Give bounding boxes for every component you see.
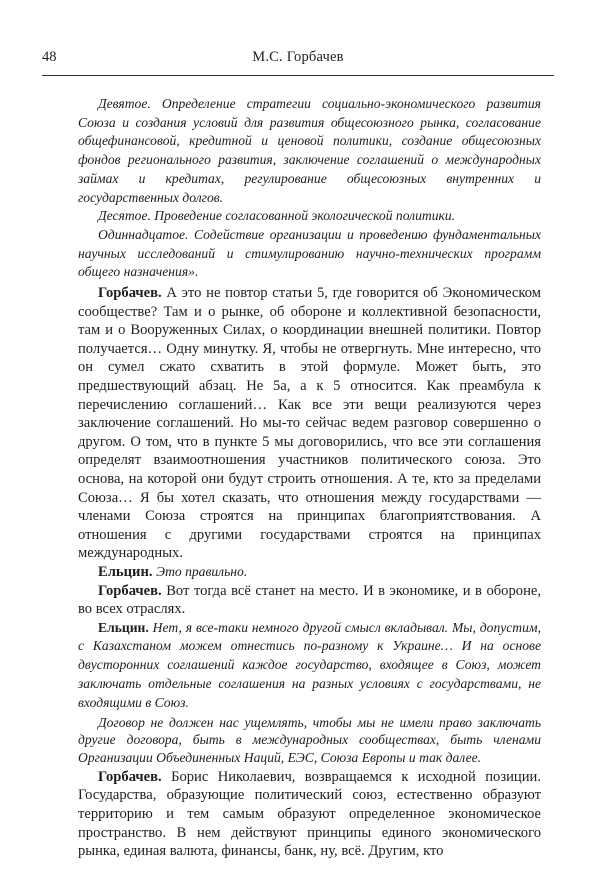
quote-paragraph: Девятое. Определение стратегии социально-экономического развития Союза и создания условий для развития общесоюзного рынка, согласование общефинансовой, кредитной и ценовой политики, создание общесоюзных фондов регионального развития, заключение соглашений о международных займах и кредитах, регулирование общесоюзных внутренних и государственных долгов. <box>78 96 541 205</box>
speech-text: Борис Николаевич, возвращаемся к исходной позиции. Государства, образующие политический союз, естественно образуют территорию и тем самым образуют определенное экономическое пространство. В нем действуют принципы единого экономического рынка, единая валюта, финансы, банк, ну, всё. Другим, кто <box>78 768 541 860</box>
speech-text: А это не повтор статьи 5, где говорится об Экономическом сообществе? Там и о рынке, об обороне и коллективной безопасности, там и о Вооруженных Силах, о координации внешней политики. Повтор получается… Одну минутку. Я, чтобы не отвергнуть. Мне интересно, что он сумел сжато схватить в этой формуле. Может быть, это предшествующий абзац. Не 5а, а к 5 относится. Как преамбула к перечислению соглашений… Как все эти вещи реализуются через заключение соглашений. Но мы-то сейчас ведем разговор совершенно о другом. О том, что в пункте 5 мы договорились, что все эти соглашения определят взаимоотношения участников политического союза. Это основа, на которой они будут строить отношения. А те, кто за пределами Союза… Я бы хотел сказать, что отношения между государствами — членами Союза строятся на принципах благоприятствования. А отношения с другими государствами строятся на принципах международных. <box>78 285 541 562</box>
speech-paragraph <box>78 582 541 619</box>
speech-paragraph <box>78 563 541 582</box>
running-head <box>42 49 554 69</box>
quote-paragraph: Одиннадцатое. Содействие организации и проведению фундаментальных научных исследований и стимулированию научно-технических программ общего назначения». <box>78 226 541 280</box>
running-title: М.С. Горбачев <box>252 49 344 65</box>
speaker-name: Горбачев. <box>98 285 162 302</box>
speech-paragraph <box>78 284 541 563</box>
speech-text: Нет, я все-таки немного другой смысл вкладывал. Мы, допустим, с Казахстаном можем отнестись по-разному к Украине… И на основе двусторонних соглашений каждое государство, входящее в Союз, может заключать отдельные соглашения на разных условиях с государствами, не входящими в Союз. <box>78 619 541 710</box>
speech-paragraph <box>78 619 541 713</box>
speech-text: Вот тогда всё станет на место. И в экономике, и в обороне, во всех отраслях. <box>78 582 541 618</box>
speaker-name: Ельцин. <box>98 563 153 580</box>
speaker-name: Горбачев. <box>98 768 162 785</box>
speech-paragraph <box>78 768 541 861</box>
speaker-name: Горбачев. <box>98 582 162 599</box>
body-text <box>78 95 541 861</box>
speaker-name: Ельцин. <box>98 619 149 635</box>
quote-paragraph: Договор не должен нас ущемлять, чтобы мы не имели право заключать другие договора, быть в международных сообществах, быть членами Организации Объединенных Наций, ЕЭС, Союза Европы и так далее. <box>78 715 541 765</box>
speech-text: Это правильно. <box>156 563 248 579</box>
header-rule <box>42 75 554 76</box>
quote-paragraph: Десятое. Проведение согласованной экологической политики. <box>98 208 456 224</box>
page-number: 48 <box>42 49 57 65</box>
